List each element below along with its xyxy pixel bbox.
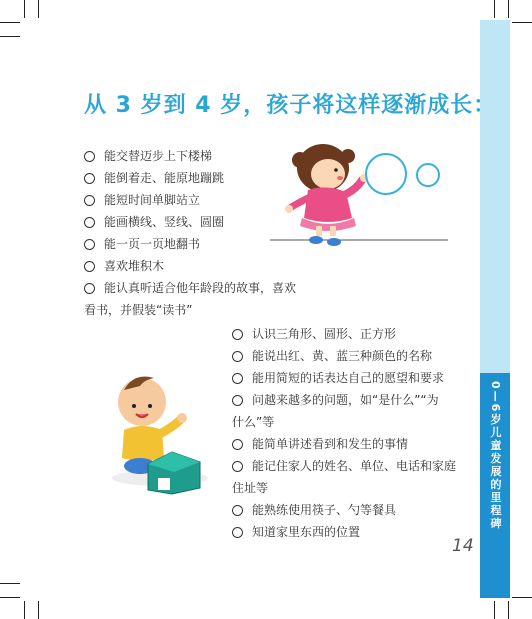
list-item: 认识三角形、圆形、正方形	[232, 323, 472, 345]
circle-bullet-icon	[84, 239, 95, 250]
baby-with-blocks-illustration	[110, 368, 210, 498]
page-number: 14	[452, 536, 474, 556]
list-item: 能交替迈步上下楼梯	[84, 145, 319, 167]
circle-bullet-icon	[84, 173, 95, 184]
circle-bullet-icon	[84, 283, 95, 294]
crop-mark	[494, 0, 495, 18]
sidebar-label: 0—6岁儿童发展的里程碑	[489, 381, 502, 531]
list-item: 能认真听适合他年龄段的故事，喜欢 看书，并假装“读书”	[84, 281, 297, 317]
circle-bullet-icon	[232, 329, 243, 340]
circle-bullet-icon	[84, 151, 95, 162]
circle-bullet-icon	[232, 395, 243, 406]
list-item: 能倒着走、能原地蹦跳	[84, 167, 319, 189]
list-item: 问越来越多的问题，如“是什么”“为 什么”等	[232, 393, 439, 429]
crop-mark	[512, 22, 532, 23]
circle-bullet-icon	[232, 505, 243, 516]
list-item: 能说出红、黄、蓝三种颜色的名称	[232, 345, 472, 367]
circle-bullet-icon	[232, 373, 243, 384]
girl-blowing-bubbles-illustration	[268, 140, 453, 255]
crop-mark	[38, 0, 39, 18]
crop-mark	[494, 601, 495, 619]
crop-mark	[0, 597, 20, 598]
page-title: 从 3 岁到 4 岁，孩子将这样逐渐成长：	[84, 93, 497, 118]
crop-mark	[24, 601, 25, 619]
crop-mark	[508, 0, 509, 18]
milestone-list-bottom	[232, 323, 472, 543]
list-item: 能熟练使用筷子、勺等餐具	[232, 499, 472, 521]
crop-mark	[24, 0, 25, 18]
circle-bullet-icon	[232, 461, 243, 472]
crop-mark	[512, 597, 532, 598]
sidebar-tab	[480, 373, 510, 598]
list-item: 喜欢堆积木	[84, 255, 319, 277]
list-item: 能短时间单脚站立	[84, 189, 319, 211]
circle-bullet-icon	[84, 195, 95, 206]
crop-mark	[508, 601, 509, 619]
crop-mark	[38, 601, 39, 619]
list-item: 知道家里东西的位置	[232, 521, 472, 543]
circle-bullet-icon	[84, 261, 95, 272]
circle-bullet-icon	[232, 439, 243, 450]
list-item: 能简单讲述看到和发生的事情	[232, 433, 472, 455]
crop-mark	[0, 22, 20, 23]
crop-mark	[0, 583, 20, 584]
circle-bullet-icon	[232, 351, 243, 362]
circle-bullet-icon	[84, 217, 95, 228]
crop-mark	[0, 36, 20, 37]
list-item: 能一页一页地翻书	[84, 233, 319, 255]
list-item: 能画横线、竖线、圆圈	[84, 211, 319, 233]
list-item: 能用简短的话表达自己的愿望和要求	[232, 367, 472, 389]
list-item: 能记住家人的姓名、单位、电话和家庭 住址等	[232, 459, 457, 495]
circle-bullet-icon	[232, 527, 243, 538]
